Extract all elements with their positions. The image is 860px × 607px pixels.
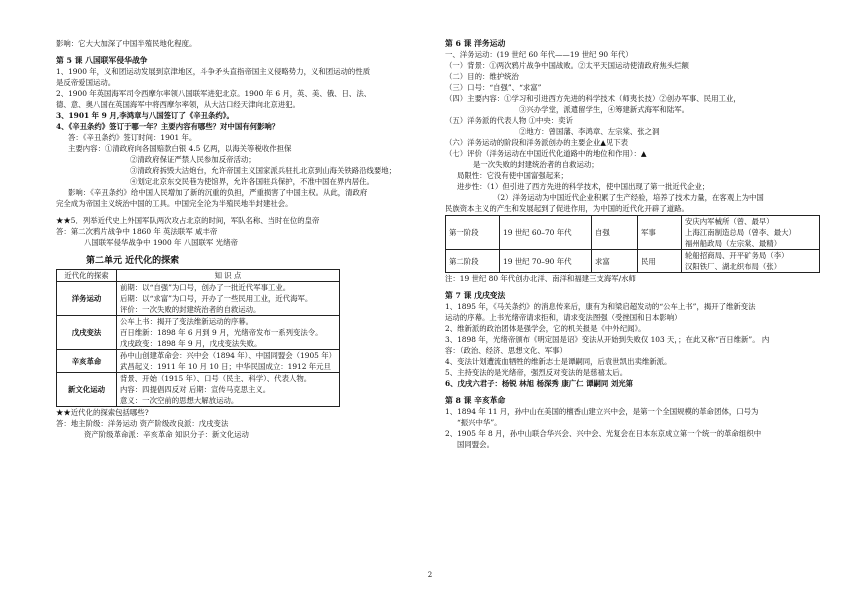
question-line: ★★5．列举近代史上外国军队两次攻占北京的时间，军队名称、当时在位的皇帝 (56, 216, 320, 225)
text-line: 1、1894 年 11 月，孙中山在美国的檀香山建立兴中会，是第一个全国规模的革命团体，口号为 (445, 407, 759, 416)
table-cell-line: 百日维新：1898 年 6 月到 9 月，光绪帝发布一系列变法令。 (120, 328, 323, 337)
text-line: 影响：《辛丑条约》给中国人民增加了新的沉重的负担，严重损害了中国主权。从此，清政府 (68, 188, 368, 197)
text-line: （三）口号：“自强”、“求富” (445, 83, 542, 92)
modernization-table (56, 269, 340, 407)
westernization-stages-table (445, 215, 820, 273)
text-line: 2、1905 年 8 月，孙中山联合华兴会、兴中会、光复会在日本东京成立第一个统一的革命组织中 (445, 429, 762, 438)
text-line: 5、主持变法的是光绪帝，强烈反对变法的是慈禧太后。 (445, 368, 628, 377)
text-line: 答：地主阶级：洋务运动 资产阶级改良派：戊戌变法 (56, 419, 229, 428)
text-line: （一）背景：①两次鸦片战争中国战败。②太平天国运动使清政府焦头烂额 (445, 61, 689, 70)
text-line: （二）目的：维护统治 (445, 72, 519, 81)
text-line: 主要内容：①清政府向各国赔款白银 4.5 亿两，以海关等税收作担保 (68, 144, 292, 153)
table-topic-cell: 辛亥革命 (57, 350, 117, 373)
table-row (446, 250, 820, 273)
table-cell-line: 意义：一次空前的思想大解放运动。 (120, 396, 239, 405)
table-content-cell (117, 373, 340, 407)
text-line: 局限性：它没有使中国富强起来； (457, 171, 568, 180)
text-line: 民族资本主义的产生和发展起到了促进作用，为中国的近代化开辟了道路。 (445, 204, 689, 213)
text-line: 是一次失败的封建统治者的自救运动； (473, 160, 599, 169)
table-slogan-cell: 求富 (592, 250, 638, 273)
text-line: 2、维新派的政治团体是强学会，它的机关报是《中外纪闻》。 (445, 324, 646, 333)
table-cell-line: 前期：以“自强”为口号，创办了一批近代军事工业。 (120, 283, 291, 292)
text-line: ④划定北京东交民巷为使馆界，允许各国驻兵保护，不准中国在界内居住。 (130, 177, 374, 186)
table-slogan-cell: 自强 (592, 216, 638, 250)
table-items-cell (682, 250, 820, 273)
text-line: ②地方：曾国藩、李鸿章、左宗棠、张之洞 (519, 127, 660, 136)
table-cell-line: 孙中山创建革命会：兴中会（1894 年）、中国同盟会（1905 年） (120, 351, 336, 360)
table-kind-cell: 军事 (638, 216, 682, 250)
table-content-cell (117, 350, 340, 373)
text-line: 1、1895 年，《马关条约》的消息传来后，康有为和梁启超发动的“公车上书”，揭开了维新变法 (445, 302, 756, 311)
table-row (57, 282, 340, 316)
text-line: 资产阶级革命派：辛亥革命 知识分子：新文化运动 (84, 430, 249, 439)
table-cell-line: 上海江南制造总局（曾李、最大） (685, 228, 796, 237)
table-topic-cell: 新文化运动 (57, 373, 117, 407)
table-row (57, 373, 340, 407)
text-line: 进步性：（1）但引进了西方先进的科学技术，使中国出现了第一批近代企业； (457, 182, 710, 191)
table-row (57, 350, 340, 373)
table-topic-cell: 洋务运动 (57, 282, 117, 316)
table-items-cell (682, 216, 820, 250)
text-line: （七）评价（洋务运动在中国近代化道路中的地位和作用）：▲ (445, 149, 647, 158)
table-header-cell: 知 识 点 (117, 270, 340, 282)
left-column (56, 38, 414, 440)
lesson-8-heading: 第 8 课 辛亥革命 (445, 396, 506, 405)
table-content-cell (117, 316, 340, 350)
text-line: （四）主要内容：①学习和引进西方先进的科学技术（师夷长技）②创办军事、民用工业， (445, 94, 741, 103)
table-content-cell (117, 282, 340, 316)
table-cell-line: 福州船政局（左宗棠、最精） (685, 239, 782, 248)
table-stage-cell: 第一阶段 (446, 216, 500, 250)
table-period-cell: 19 世纪 70–90 年代 (500, 250, 592, 273)
table-cell-line: 内容：四提倡四反对 后期：宣传马克思主义。 (120, 385, 271, 394)
text-line: 一、洋务运动：(19 世纪 60 年代——19 世纪 90 年代） (445, 50, 633, 59)
table-cell-line: 安庆内军械所（曾、最早） (685, 217, 774, 226)
table-period-cell: 19 世纪 60–70 年代 (500, 216, 592, 250)
text-line: ②清政府保证严禁人民参加反帝活动； (130, 155, 256, 164)
text-line: “振兴中华”。 (457, 418, 502, 427)
text-line: 2、1900 年英国海军司令西摩尔率领八国联军进犯北京。1900 年 6 月，英、美、俄、日、法、 (56, 89, 372, 98)
text-line: （六）洋务运动的阶段和洋务派创办的主要企业▲见下表 (445, 138, 629, 147)
table-row (57, 316, 340, 350)
unit-2-heading: 第二单元 近代化的探索 (86, 256, 180, 266)
text-line: 3、1901 年 9 月,李鸿章与八国签订了《辛丑条约》。 (56, 111, 234, 120)
table-cell-line: 武昌起义：1911 年 10 月 10 日；中华民国成立：1912 年元旦 (120, 362, 331, 371)
text-line: 容：（政治、经济、思想文化、军事） (445, 346, 567, 355)
table-cell-line: 公车上书：揭开了变法维新运动的序幕。 (120, 317, 254, 326)
text-line: ③兴办学堂，派遣留学生，④筹建新式海军和陆军。 (519, 105, 689, 114)
table-cell-line: 背景、开始（1915 年）、口号（民主、科学）、代表人物。 (120, 374, 312, 383)
text-line: 答：第二次鸦片战争中 1860 年 英法联军 咸丰帝 (56, 227, 218, 236)
table-kind-cell: 民用 (638, 250, 682, 273)
text-line: 答：《辛丑条约》签订时间：1901 年。 (68, 133, 197, 142)
question-line: 4、《辛丑条约》签订于哪一年？主要内容有哪些？对中国有何影响？ (56, 122, 280, 131)
text-line: 1、1900 年，义和团运动发展到京津地区，斗争矛头直指帝国主义侵略势力，义和团运动的性质 (56, 67, 371, 76)
lesson-5-heading: 第 5 课 八国联军侵华战争 (56, 56, 148, 65)
text-line: （2）洋务运动为中国近代企业积累了生产经验，培养了技术力量，在客观上为中国 (493, 193, 764, 202)
text-line: 完全成为帝国主义统治中国的工具。中国完全沦为半殖民地半封建社会。 (56, 199, 293, 208)
table-cell-line: 后期：以“求富”为口号，开办了一些民用工业，近代海军。 (120, 294, 313, 303)
text-line: ③清政府拆毁大沽炮台，允许帝国主义国家派兵驻扎北京到山海关铁路沿线要地； (130, 166, 397, 175)
table-header-cell: 近代化的探索 (57, 270, 117, 282)
text-line: 是反帝爱国运动。 (56, 78, 116, 87)
page-number: 2 (427, 571, 433, 579)
table-row (446, 216, 820, 250)
note-line: 注：19 世纪 80 年代创办北洋、南洋和福建三支海军/水师 (445, 274, 636, 283)
text-line: 运动的序幕。上书光绪帝请求拒和，请求变法图强（受挫国和日本影响） (445, 313, 682, 322)
right-column (445, 38, 820, 450)
text-line: 6、戊戌六君子：杨锐 林旭 杨深秀 康广仁 谭嗣同 刘光第 (445, 379, 633, 388)
table-cell-line: 汉阳铁厂、湖北织布局（张） (685, 262, 782, 271)
text-line: 国同盟会。 (457, 440, 494, 449)
text-line: 影响：它大大加深了中国半殖民地化程度。 (56, 39, 197, 48)
text-line: （五）洋务派的代表人物 ①中央：奕䜣 (445, 116, 573, 125)
table-stage-cell: 第二阶段 (446, 250, 500, 273)
question-line: ★★近代化的探索包括哪些? (56, 408, 149, 417)
table-cell-line: 评价：一次失败的封建统治者的自救运动。 (120, 305, 261, 314)
text-line: 八国联军侵华战争中 1900 年 八国联军 光绪帝 (84, 238, 238, 247)
table-cell-line: 轮船招商局、开平矿务局（李） (685, 251, 789, 260)
lesson-7-heading: 第 7 课 戊戌变法 (445, 291, 506, 300)
text-line: 4、变法计划遭流血牺牲的维新志士是谭嗣同，后袁世凯出卖维新派。 (445, 357, 672, 366)
text-line: 德、意、奥八国在英国海军中将西摩尔率领，从大沽口经天津向北京进犯。 (56, 100, 300, 109)
table-header-row (57, 270, 340, 282)
table-cell-line: 戊戌政变：1898 年 9 月，戊戌变法失败。 (120, 339, 262, 348)
lesson-6-heading: 第 6 课 洋务运动 (445, 39, 506, 48)
text-line: 3、1898 年，光绪帝颁布《明定国是诏》变法从开始到失败仅 103 天，；在此又称“百日维新”。 内 (445, 335, 770, 344)
table-topic-cell: 戊戌变法 (57, 316, 117, 350)
